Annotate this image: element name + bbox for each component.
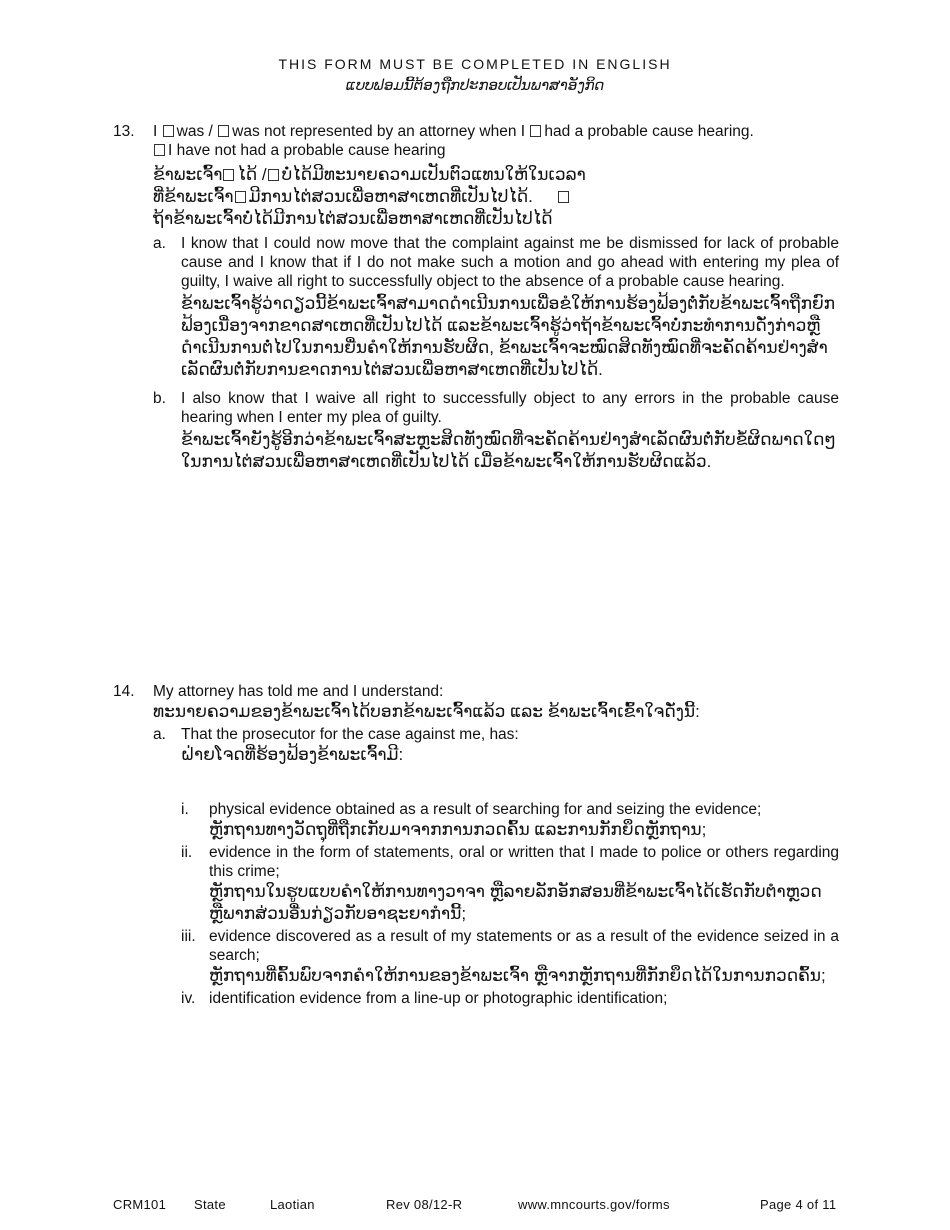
no-hearing-checkbox-lao[interactable] (558, 191, 569, 203)
item-14a-english: That the prosecutor for the case against me, has: (181, 726, 519, 743)
footer-page-number: Page 4 of 11 (760, 1197, 837, 1212)
item-14a-i-english: physical evidence obtained as a result of searching for and seizing the evidence; (209, 801, 762, 818)
item-14-lao: ທະນາຍຄວາມຂອງຂ້າພະເຈົ້າໄດ້ບອກຂ້າພະເຈົ້າແລ້ວ ແລະ ຂ້າພະເຈົ້າເຂົ້າໃຈດັ່ງນີ້: (153, 702, 700, 721)
header-lao-notice: ແບບຟອມນີ້ຕ້ອງຖືກປະກອບເປັນພາສາອັງກິດ (345, 77, 605, 94)
item-number: 13. (113, 123, 135, 140)
footer-form-number: CRM101 (113, 1197, 167, 1212)
item-14a-iii: iii. evidence discovered as a result of my statements or as a result of the evidence seized in a search; ຫຼັກຖານທີ່ຄົ້ນພົບຈາກຄໍາໃຫ້ການຂອງຂ້າພະເຈົ້າ ຫຼືຈາກຫຼັກຖານທີ່ກັກຍຶດໄດ້ໃນການກວດຄົ້ນ; (181, 928, 839, 985)
item-13b: b. I also know that I waive all right to successfully object to any errors in the probable cause hearing when I enter my plea of guilty. ຂ້າພະເຈົ້າຍັງຮູ້ອີກວ່າຂ້າພະເຈົ້າສະຫຼະສິດທັງໝົດທີ່ຈະຄັດຄ້ານຢ່າງສໍາເລັດຜົນຕໍ່ກັບຂໍ້ຜິດພາດໃດໆໃນການໄຕ່ສວນເພື່ອຫາສາເຫດທີ່ເປັນໄປໄດ້ ເມື່ອຂ້າພະເຈົ້າໃຫ້ການຮັບຜິດແລ້ວ. (153, 390, 839, 471)
item-14a-i: i. physical evidence obtained as a result of searching for and seizing the evidence; ຫຼັກຖານທາງວັດຖຸທີ່ຖືກເກັບມາຈາກການກວດຄົ້ນ ແລະການກັກຍຶດຫຼັກຖານ; (181, 800, 839, 841)
was-not-checkbox-lao[interactable] (268, 169, 279, 181)
item-13b-lao: ຂ້າພະເຈົ້າຍັງຮູ້ອີກວ່າຂ້າພະເຈົ້າສະຫຼະສິດທັງໝົດທີ່ຈະຄັດຄ້ານຢ່າງສໍາເລັດຜົນຕໍ່ກັບຂໍ້ຜິດພາດໃດໆໃນການໄຕ່ສວນເພື່ອຫາສາເຫດທີ່ເປັນໄປໄດ້ ເມື່ອຂ້າພະເຈົ້າໃຫ້ການຮັບຜິດແລ້ວ. (181, 430, 836, 471)
item-14a-iv: iv. identification evidence from a line-up or photographic identification; (181, 989, 839, 1008)
item-14a-iv-english: identification evidence from a line-up or photographic identification; (209, 990, 668, 1007)
no-hearing-checkbox[interactable] (154, 144, 165, 156)
item-14a-iii-lao: ຫຼັກຖານທີ່ຄົ້ນພົບຈາກຄໍາໃຫ້ການຂອງຂ້າພະເຈົ້າ ຫຼືຈາກຫຼັກຖານທີ່ກັກຍຶດໄດ້ໃນການກວດຄົ້ນ; (209, 966, 826, 985)
was-checkbox-lao[interactable] (223, 169, 234, 181)
footer-language: Laotian (270, 1197, 315, 1212)
item-14a-i-lao: ຫຼັກຖານທາງວັດຖຸທີ່ຖືກເກັບມາຈາກການກວດຄົ້ນ ແລະການກັກຍຶດຫຼັກຖານ; (209, 820, 707, 839)
item-14a-iii-english: evidence discovered as a result of my statements or as a result of the evidence seized in a search; (209, 928, 839, 964)
item-number: 14. (113, 683, 135, 700)
item-13b-english: I also know that I waive all right to successfully object to any errors in the probable cause hearing when I enter my plea of guilty. (181, 390, 839, 426)
had-hearing-checkbox-lao[interactable] (235, 191, 246, 203)
had-hearing-checkbox[interactable] (530, 125, 541, 137)
item-13-lao-3: ຖ້າຂ້າພະເຈົ້າບໍ່ໄດ້ມີການໄຕ່ສວນເພື່ອຫາສາເຫດທີ່ເປັນໄປໄດ້ (153, 209, 553, 228)
item-14-english: My attorney has told me and I understand: (153, 683, 444, 700)
item-13-lao-2: ທີ່ຂ້າພະເຈົ້າ ມີການໄຕ່ສວນເພື່ອຫາສາເຫດທີ່ເປັນໄປໄດ້. (153, 186, 839, 208)
item-14a-ii-lao: ຫຼັກຖານໃນຮູບແບບຄໍາໃຫ້ການທາງວາຈາ ຫຼືລາຍລັກອັກສອນທີ່ຂ້າພະເຈົ້າໄດ້ເຮັດກັບຕໍາຫຼວດ ຫຼືພາກສ່ວນອື່ນກ່ຽວກັບອາຊະຍາກໍານີ້; (209, 882, 822, 923)
item-14a-lao: ຝ່າຍໂຈດທີ່ຮ້ອງຟ້ອງຂ້າພະເຈົ້າມີ: (181, 745, 404, 764)
footer-court: State (194, 1197, 226, 1212)
item-13-line-1: I was / was not represented by an attorney when I had a probable cause hearing. (153, 123, 754, 140)
item-13-line-2: I have not had a probable cause hearing (153, 141, 839, 160)
item-14a-ii-english: evidence in the form of statements, oral or written that I made to police or others regarding this crime; (209, 844, 839, 880)
was-checkbox[interactable] (163, 125, 174, 137)
item-13-lao-1: ຂ້າພະເຈົ້າ ໄດ້ / ບໍ່ໄດ້ມີທະນາຍຄວາມເປັນຕົວແທນໃຫ້ໃນເວລາ (153, 165, 586, 184)
item-14a: a. That the prosecutor for the case against me, has: ຝ່າຍໂຈດທີ່ຮ້ອງຟ້ອງຂ້າພະເຈົ້າມີ: i. physical evidence obtained as a result of searching for and seizing the evidence; ຫຼັກຖານທາງວັດຖຸທີ່ຖືກເກັບມາຈາກການກວດຄົ້ນ ແລະການກັກຍຶດຫຼັກຖານ; ii. evidence in the form of statements, oral or written that I made to police or others regarding this crime; ຫຼັກຖານໃນຮູບແບບຄໍາໃຫ້ການທາງວາຈາ ຫຼືລາຍລັກອັກສອນທີ່ຂ້າພະເຈົ້າໄດ້ເຮັດກັບຕໍາຫຼວດ ຫຼືພາກສ່ວນອື່ນກ່ຽວກັບອາຊະຍາກໍານີ້; iii. evidence discovered as a result of my statements or as a result of the evidence seized in a search; ຫຼັກຖານທີ່ຄົ້ນພົບຈາກຄໍາໃຫ້ການຂອງຂ້າພະເຈົ້າ ຫຼືຈາກຫຼັກຖານທີ່ກັກຍຶດໄດ້ໃນການກວດຄົ້ນ; iv. identification evidence from a line-up or photographic identification; (153, 726, 839, 1007)
item-13a-lao: ຂ້າພະເຈົ້າຮູ້ວ່າດຽວນີ້ຂ້າພະເຈົ້າສາມາດດໍາເນີນການເພື່ອຂໍໃຫ້ການຮ້ອງຟ້ອງຕໍ່ກັບຂ້າພະເຈົ້າຖືກຍົກຟ້ອງເນື່ອງຈາກຂາດສາເຫດທີ່ເປັນໄປໄດ້ ແລະຂ້າພະເຈົ້າຮູ້ວ່າຖ້າຂ້າພະເຈົ້າບໍ່ກະທໍາການດັ່ງກ່າວຫຼືດໍາເນີນການຕໍ່ໄປໃນການຍື່ນຄໍາໃຫ້ການຮັບຜິດ, ຂ້າພະເຈົ້າຈະໝົດສິດທັງໝົດທີ່ຈະຄັດຄ້ານຢ່າງສໍາເລັດຜົນຕໍ່ກັບການຂາດການໄຕ່ສວນເພື່ອຫາສາເຫດທີ່ເປັນໄປໄດ້. (181, 294, 836, 379)
item-13a: a. I know that I could now move that the complaint against me be dismissed for lack of probable cause and I know that if I do not make such a motion and go ahead with entering my plea of guilty, I waive all right to successfully object to the absence of a probable cause hearing. ຂ້າພະເຈົ້າຮູ້ວ່າດຽວນີ້ຂ້າພະເຈົ້າສາມາດດໍາເນີນການເພື່ອຂໍໃຫ້ການຮ້ອງຟ້ອງຕໍ່ກັບຂ້າພະເຈົ້າຖືກຍົກຟ້ອງເນື່ອງຈາກຂາດສາເຫດທີ່ເປັນໄປໄດ້ ແລະຂ້າພະເຈົ້າຮູ້ວ່າຖ້າຂ້າພະເຈົ້າບໍ່ກະທໍາການດັ່ງກ່າວຫຼືດໍາເນີນການຕໍ່ໄປໃນການຍື່ນຄໍາໃຫ້ການຮັບຜິດ, ຂ້າພະເຈົ້າຈະໝົດສິດທັງໝົດທີ່ຈະຄັດຄ້ານຢ່າງສໍາເລັດຜົນຕໍ່ກັບການຂາດການໄຕ່ສວນເພື່ອຫາສາເຫດທີ່ເປັນໄປໄດ້. (153, 235, 839, 379)
footer-url[interactable]: www.mncourts.gov/forms (518, 1197, 670, 1212)
footer-revision: Rev 08/12-R (386, 1197, 463, 1212)
header-english-notice: THIS FORM MUST BE COMPLETED IN ENGLISH (278, 56, 672, 72)
item-14a-ii: ii. evidence in the form of statements, oral or written that I made to police or others regarding this crime; ຫຼັກຖານໃນຮູບແບບຄໍາໃຫ້ການທາງວາຈາ ຫຼືລາຍລັກອັກສອນທີ່ຂ້າພະເຈົ້າໄດ້ເຮັດກັບຕໍາຫຼວດ ຫຼືພາກສ່ວນອື່ນກ່ຽວກັບອາຊະຍາກໍານີ້; (181, 844, 839, 923)
item-13a-english: I know that I could now move that the complaint against me be dismissed for lack of probable cause and I know that if I do not make such a motion and go ahead with entering my plea of guilty, I waive all right to successfully object to the absence of a probable cause hearing. (181, 235, 839, 290)
was-not-checkbox[interactable] (218, 125, 229, 137)
